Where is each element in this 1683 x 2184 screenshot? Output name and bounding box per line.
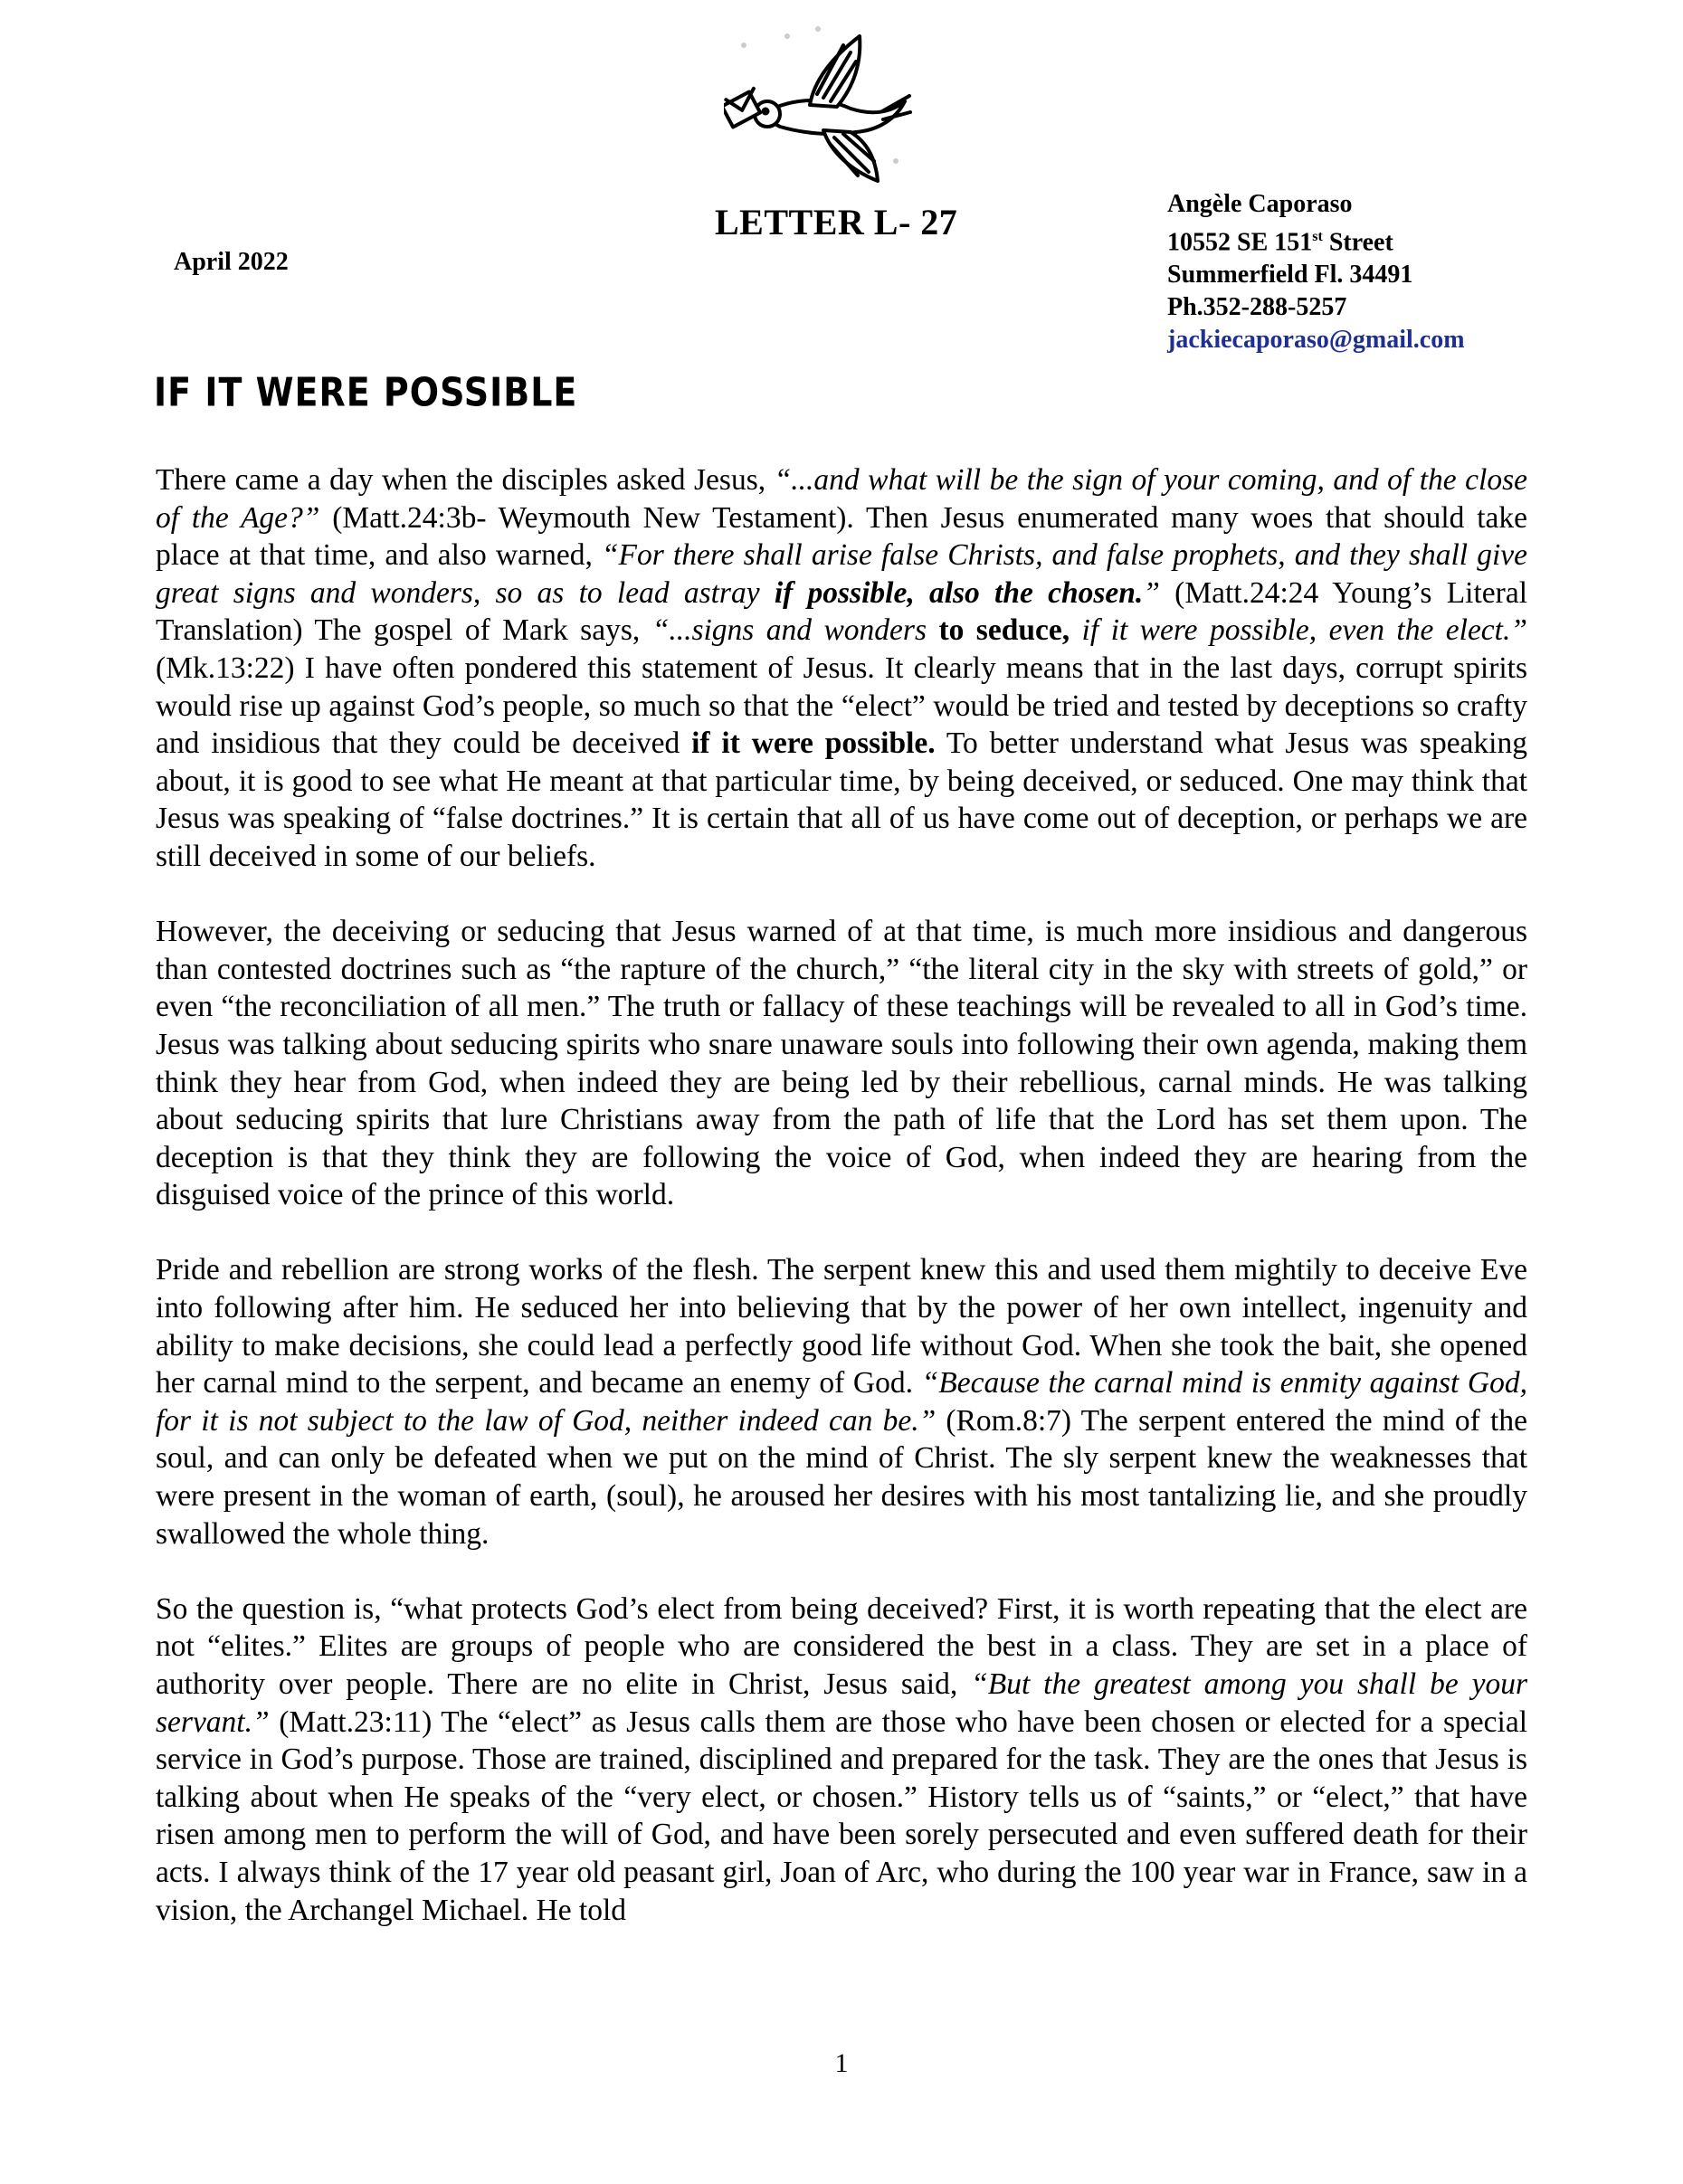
body-paragraph [156,1591,1527,1929]
text-run: Pride and rebellion are strong works of the flesh. The serpent knew this and used them mightily to deceive Eve into following after him. He seduced her into believing that by the power of her own intellect, ingenuity and ability to make decisions, she could lead a perfectly good life without God. When she took the bait, she opened her carnal mind to the serpent, and became an enemy of God. [156,1253,1527,1401]
email-link[interactable]: jackiecaporaso@gmail.com [1167,326,1465,355]
text-run: if it were possible, even the elect.” [1070,613,1527,648]
text-run: There came a day when the disciples asked Jesus, [156,463,775,497]
text-run: To better understand what Jesus was speaking about, it is good to see what He meant at that particular time, by being deceived, or seduced. One may think that Jesus was speaking of “false doctrines.” It is certain that all of us have come out of deception, or perhaps we are still deceived in some of our beliefs. [156,726,1527,873]
text-run: (Matt.24:24 Young’s Literal Translation) The gospel of Mark says, [156,575,1527,648]
dove-with-letter-icon [724,25,914,197]
text-run: “...signs and wonders [651,613,939,648]
city-state-zip: Summerfield Fl. 34491 [1167,261,1413,290]
text-run: to seduce, [938,613,1070,648]
street-address: 10552 SE 151st Street [1167,228,1393,257]
author-address-block [1167,188,1465,356]
text-run: “...and what will be the sign of your coming, and of the close of the Age?” [156,463,1528,535]
text-run: “But the greatest among you shall be your servant.” [156,1667,1527,1739]
body-paragraph [156,461,1527,876]
article-heading: IF IT WERE POSSIBLE [154,369,578,415]
text-run: (Matt.24:3b- Weymouth New Testament). Then Jesus enumerated many woes that should take place at that time, and also warned, [156,500,1527,573]
text-run: (Rom.8:7) The serpent entered the mind of the soul, and can only be defeated when we put on the mind of Christ. The sly serpent knew the weaknesses that were present in the woman of earth, (soul), he aroused her desires with his most tantalizing lie, and she proudly swallowed the whole thing. [156,1403,1527,1551]
text-run: (Matt.23:11) The “elect” as Jesus calls them are those who have been chosen or elected for a special service in God’s purpose. Those are trained, disciplined and prepared for the task. They are the ones that Jesus is talking about when He speaks of the “very elect, or chosen.” History tells us of “saints,” or “elect,” that have risen among men to perform the will of God, and have been sorely persecuted and even suffered death for their acts. I always think of the 17 year old peasant girl, Joan of Arc, who during the 100 year war in France, saw in a vision, the Archangel Michael. He told [156,1704,1527,1927]
body-paragraph [156,913,1527,1214]
text-run: ” [1143,575,1160,610]
page-number: 1 [834,2048,849,2078]
letter-date: April 2022 [174,248,289,276]
text-run: (Mk.13:22) I have often pondered this statement of Jesus. It clearly means that in the last days, corrupt spirits would rise up against God’s people, so much so that the “elect” would be tried and tested by deceptions so crafty and insidious that they could be deceived [156,650,1527,761]
letter-body [156,461,1527,1967]
author-name: Angèle Caporaso [1167,190,1353,218]
letter-title: LETTER L- 27 [715,202,958,242]
text-run: if possible, also the chosen. [774,575,1144,610]
phone-number: Ph.352-288-5257 [1167,293,1347,322]
text-run: “For there shall arise false Christs, and false prophets, and they shall give great signs and wonders, so as to lead astray [156,538,1527,610]
text-run: “Because the carnal mind is enmity against God, for it is not subject to the law of God, neither indeed can be.” [156,1366,1527,1438]
text-run: However, the deceiving or seducing that Jesus warned of at that time, is much more insidious and dangerous than contested doctrines such as “the rapture of the church,” “the literal city in the sky with streets of gold,” or even “the reconciliation of all men.” The truth or fallacy of these teachings will be revealed to all in God’s time. Jesus was talking about seducing spirits who snare unaware souls into following their own agenda, making them think they hear from God, when indeed they are being led by their rebellious, carnal minds. He was talking about seducing spirits that lure Christians away from the path of life that the Lord has set them upon. The deception is that they think they are following the voice of God, when indeed they are hearing from the disguised voice of the prince of this world. [156,915,1527,1212]
text-run: So the question is, “what protects God’s elect from being deceived? First, it is worth repeating that the elect are not “elites.” Elites are groups of people who are considered the best in a class. They are set in a place of authority over people. There are no elite in Christ, Jesus said, [156,1591,1527,1701]
body-paragraph [156,1251,1527,1553]
text-run: if it were possible. [691,726,936,761]
